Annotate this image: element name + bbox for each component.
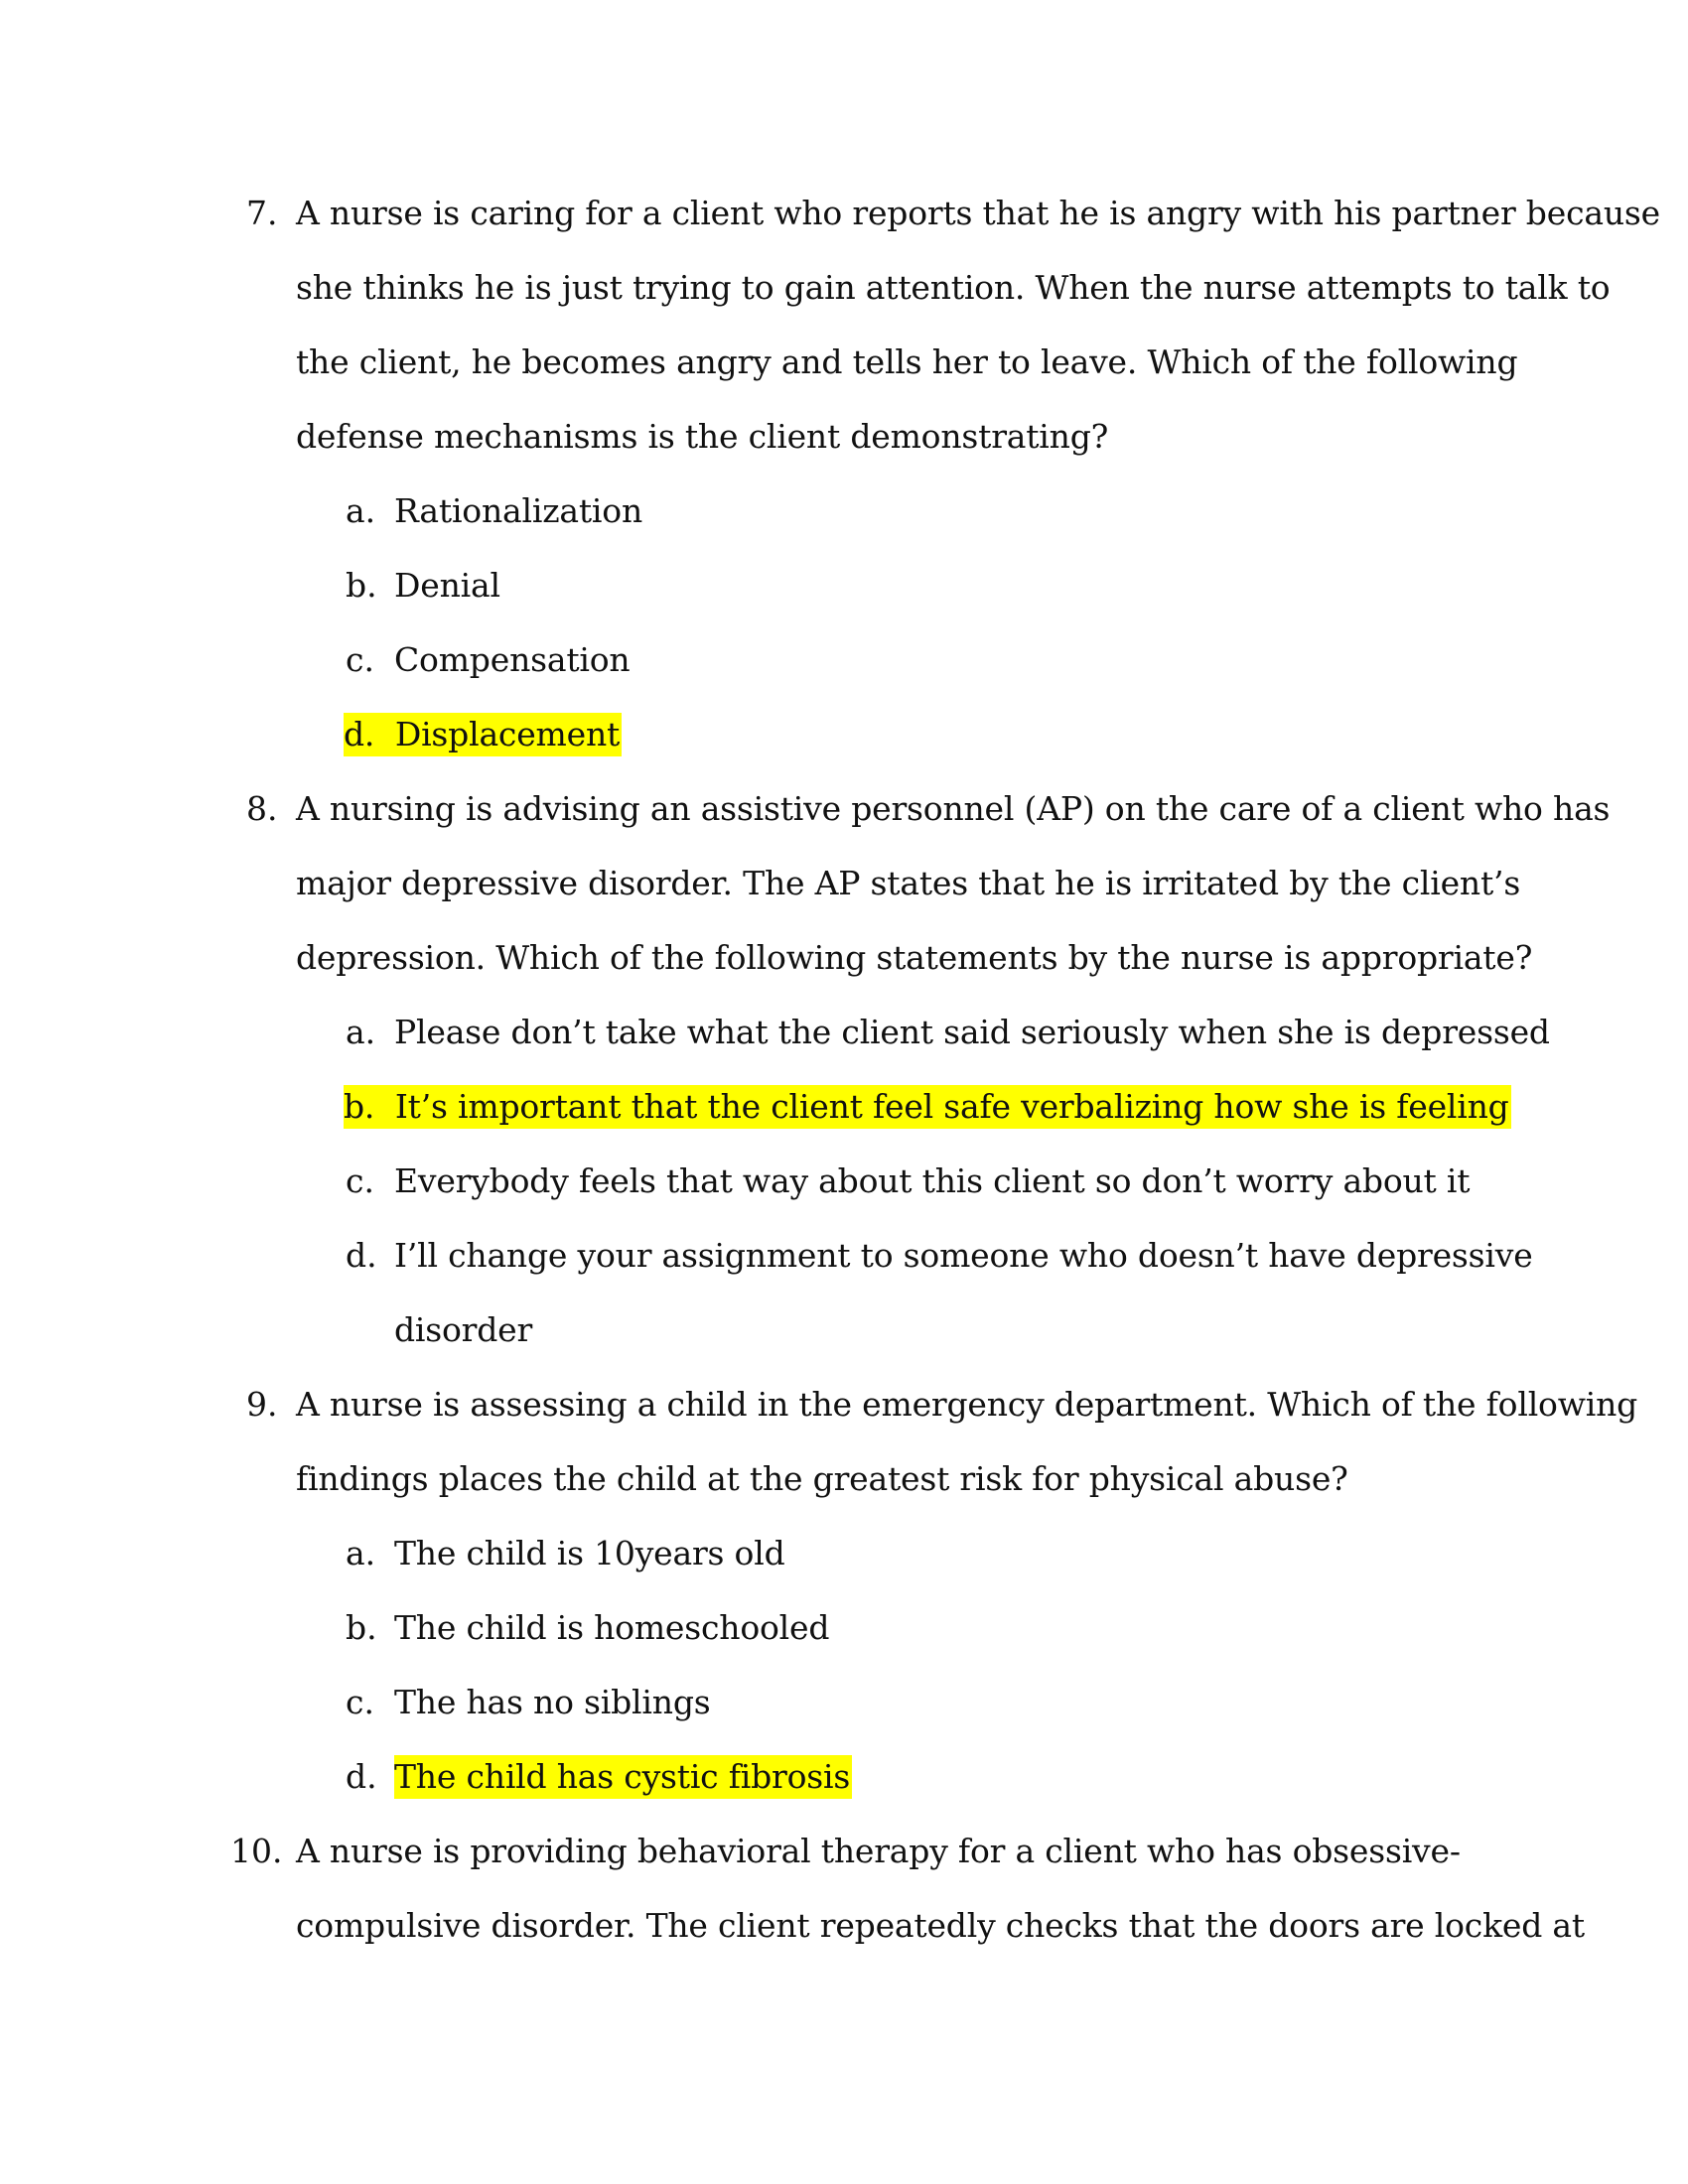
option-text: Denial (394, 566, 500, 605)
option-letter: b. (346, 1608, 377, 1647)
question-stem-line: compulsive disorder. The client repeatedly checks that the doors are locked at (296, 1906, 1585, 1945)
highlighted-answer (344, 713, 622, 756)
option-letter: a. (346, 1534, 376, 1572)
question-stem-line: the client, he becomes angry and tells her to leave. Which of the following (296, 342, 1518, 381)
question-stem-line: major depressive disorder. The AP states that he is irritated by the client’s (296, 864, 1521, 902)
option-letter: a. (346, 491, 376, 530)
option-letter: c. (346, 1161, 374, 1200)
highlighted-answer (344, 1085, 1511, 1129)
option-text: Everybody feels that way about this client so don’t worry about it (394, 1161, 1471, 1200)
question-stem-line: A nurse is caring for a client who reports that he is angry with his partner because (296, 194, 1660, 232)
option-text: Compensation (394, 640, 631, 679)
question-number: 9. (246, 1385, 278, 1424)
option-text: The has no siblings (394, 1683, 711, 1721)
option-letter: d. (344, 715, 375, 753)
question-stem-line: A nurse is assessing a child in the emergency department. Which of the following (296, 1385, 1638, 1424)
question-stem-line: A nursing is advising an assistive personnel (AP) on the care of a client who has (296, 789, 1611, 828)
option-text: Rationalization (394, 491, 642, 530)
question-number: 10. (230, 1832, 283, 1870)
option-text: It’s important that the client feel safe verbalizing how she is feeling (394, 1087, 1509, 1126)
option-text-continuation: disorder (394, 1310, 533, 1349)
question-stem-line: A nurse is providing behavioral therapy for a client who has obsessive- (296, 1832, 1461, 1870)
option-letter: c. (346, 1683, 374, 1721)
option-text: I’ll change your assignment to someone who doesn’t have depressive (394, 1236, 1533, 1275)
option-text: Displacement (394, 715, 621, 753)
question-stem-line: depression. Which of the following statements by the nurse is appropriate? (296, 938, 1533, 977)
question-number: 7. (246, 194, 278, 232)
highlighted-answer: The child has cystic fibrosis (394, 1755, 852, 1799)
option-letter: a. (346, 1013, 376, 1051)
option-text: The child is homeschooled (394, 1608, 830, 1647)
question-stem-line: findings places the child at the greatest risk for physical abuse? (296, 1459, 1348, 1498)
question-number: 8. (246, 789, 278, 828)
option-text: The child is 10years old (394, 1534, 785, 1572)
option-letter: d. (346, 1757, 377, 1796)
option-letter: b. (346, 566, 377, 605)
option-letter: d. (346, 1236, 377, 1275)
option-letter: b. (344, 1087, 375, 1126)
question-stem-line: defense mechanisms is the client demonstrating? (296, 417, 1109, 456)
option-text: Please don’t take what the client said seriously when she is depressed (394, 1013, 1550, 1051)
question-stem-line: she thinks he is just trying to gain attention. When the nurse attempts to talk to (296, 268, 1611, 307)
option-letter: c. (346, 640, 374, 679)
